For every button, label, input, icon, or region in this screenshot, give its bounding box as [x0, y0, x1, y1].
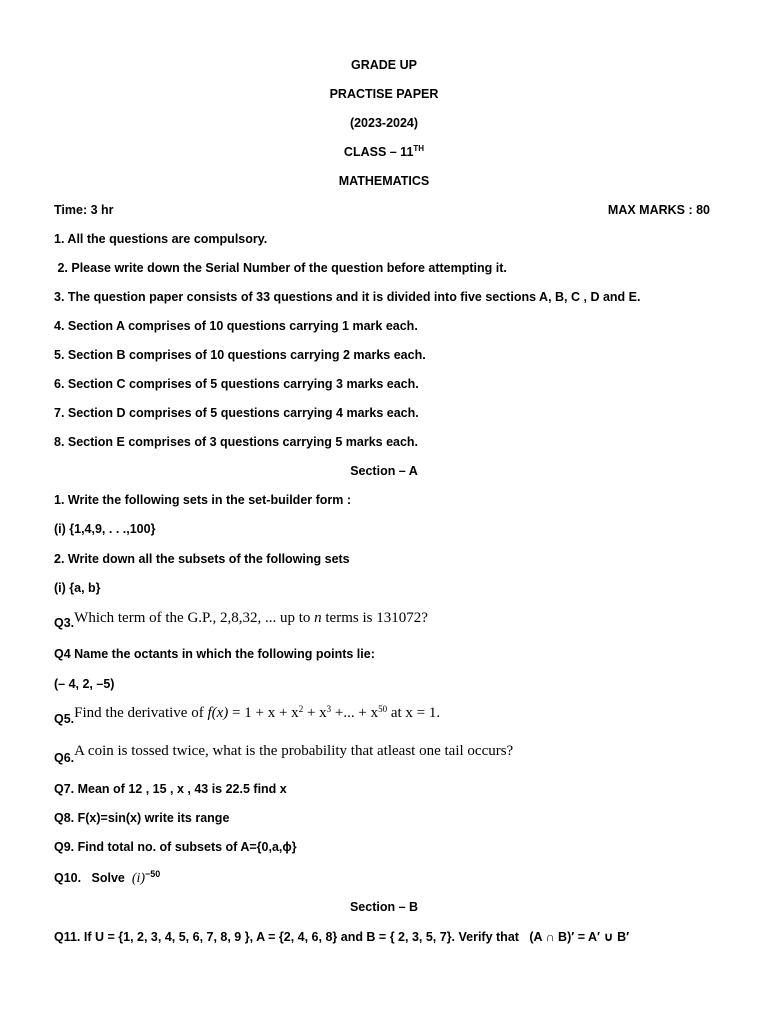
question-10 — [54, 870, 160, 887]
question-5-sup-50: 50 — [378, 703, 388, 714]
section-b-title: Section – B — [349, 900, 419, 914]
question-5-text-b: = 1 + x + x — [228, 705, 299, 721]
question-2-part: (i) {a, b} — [54, 581, 101, 595]
question-5-sup-3: 3 — [326, 703, 332, 714]
question-6-text: A coin is tossed twice, what is the probability that atleast one tail occurs? — [74, 743, 514, 759]
question-5 — [54, 703, 441, 726]
question-9: Q9. Find total no. of subsets of A={0,a,ϕ} — [54, 840, 297, 854]
instruction-4: 4. Section A comprises of 10 questions carrying 1 mark each. — [54, 319, 418, 333]
question-5-text-e: at x = 1. — [387, 705, 441, 721]
subject-heading: MATHEMATICS — [338, 174, 430, 188]
question-4-part: (– 4, 2, –5) — [54, 677, 115, 691]
question-5-text-c: + x — [303, 705, 327, 721]
question-11: Q11. If U = {1, 2, 3, 4, 5, 6, 7, 8, 9 }, A = {2, 4, 6, 8} and B = { 2, 3, 5, 7}. Verify that (A ∩ B)′ = A′ ∪ B′ — [54, 930, 630, 944]
question-5-text-d: +... + x — [331, 705, 379, 721]
question-6 — [54, 743, 514, 765]
question-8: Q8. F(x)=sin(x) write its range — [54, 811, 230, 825]
class-text: CLASS – 11 — [343, 145, 414, 159]
question-1-part: (i) {1,4,9, . . .,100} — [54, 522, 156, 536]
question-4: Q4 Name the octants in which the following points lie: — [54, 647, 375, 661]
instruction-3: 3. The question paper consists of 33 questions and it is divided into five sections A, B, C , D and E. — [54, 290, 641, 304]
question-7: Q7. Mean of 12 , 15 , x , 43 is 22.5 find x — [54, 782, 287, 796]
question-1: 1. Write the following sets in the set-builder form : — [54, 493, 352, 507]
time-label: Time: 3 hr — [54, 203, 114, 217]
max-marks-label: MAX MARKS : 80 — [607, 203, 710, 217]
question-5-function: f(x) — [207, 705, 229, 721]
question-3-variable: n — [314, 610, 322, 626]
question-3-label: Q3. — [54, 616, 75, 630]
section-a-title: Section – A — [350, 464, 418, 478]
question-10-base: (i) — [131, 871, 146, 886]
question-10-exponent: −50 — [145, 868, 161, 879]
instruction-1: 1. All the questions are compulsory. — [54, 232, 268, 246]
question-5-sup-2: 2 — [298, 703, 304, 714]
instruction-8: 8. Section E comprises of 3 questions carrying 5 marks each. — [54, 435, 419, 449]
class-superscript: TH — [413, 143, 425, 153]
question-3-text-b: terms is 131072? — [321, 610, 428, 626]
question-3 — [54, 610, 428, 630]
instruction-6: 6. Section C comprises of 5 questions carrying 3 marks each. — [54, 377, 419, 391]
paper-title: PRACTISE PAPER — [329, 87, 439, 101]
question-5-label: Q5. — [54, 712, 75, 726]
question-3-text-a: Which term of the G.P., 2,8,32, ... up to — [74, 610, 315, 626]
school-name: GRADE UP — [351, 58, 417, 72]
question-5-text-a: Find the derivative of — [74, 705, 208, 721]
class-heading — [0, 144, 768, 160]
question-10-label: Q10. Solve — [54, 871, 132, 885]
session-year: (2023-2024) — [349, 116, 419, 130]
instruction-2: 2. Please write down the Serial Number of the question before attempting it. — [54, 261, 507, 275]
question-2: 2. Write down all the subsets of the following sets — [54, 552, 350, 566]
instruction-5: 5. Section B comprises of 10 questions carrying 2 marks each. — [54, 348, 426, 362]
instruction-7: 7. Section D comprises of 5 questions carrying 4 marks each. — [54, 406, 419, 420]
question-6-label: Q6. — [54, 751, 75, 765]
